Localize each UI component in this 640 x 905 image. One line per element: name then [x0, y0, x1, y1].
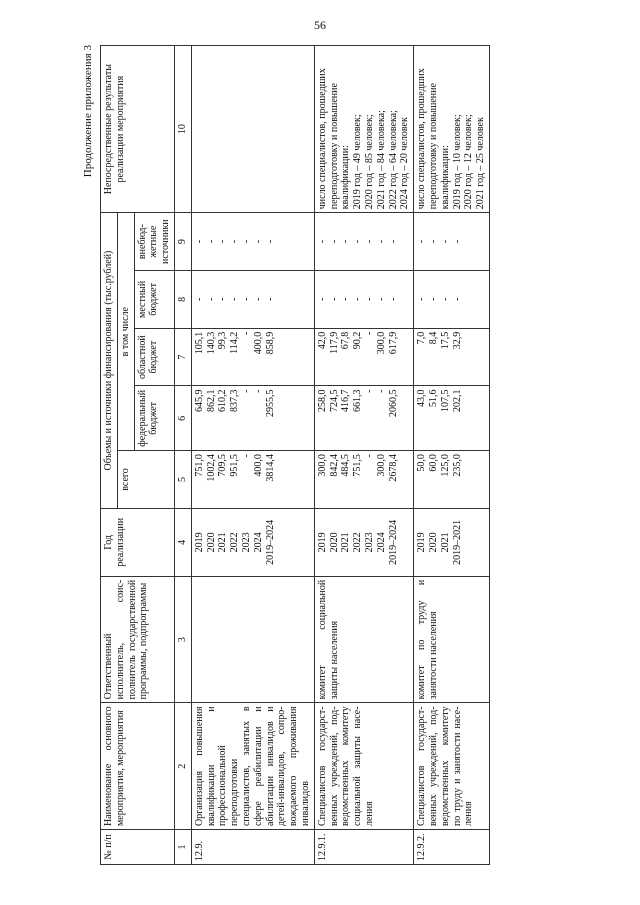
federal-cell-value: - — [252, 389, 264, 393]
continuation-note: Продолжение приложения 3 — [82, 45, 94, 178]
year-cell-value: 2019 — [416, 532, 428, 553]
total-cell-value: 50,0 — [416, 454, 428, 472]
offbudget-cell — [191, 213, 314, 271]
local-cell-value: - — [439, 297, 451, 302]
local-cell-value: - — [217, 297, 229, 302]
activity-name: Специалистов государственных учреждений, подведомственных комитету по труду и занятости населения — [414, 703, 490, 830]
local-cell-value: - — [240, 297, 252, 302]
regional-cell-value: 400,0 — [252, 331, 264, 355]
offbudget-cell-value: - — [340, 239, 352, 244]
total-cell-value: - — [363, 454, 375, 458]
table-region — [0, 35, 640, 865]
federal-cell-value: 258,0 — [316, 389, 328, 412]
header-offbudget: внебюджетные источники — [134, 213, 174, 271]
regional-cell-value: 117,9 — [328, 331, 340, 354]
page-number: 56 — [314, 18, 326, 32]
column-number: 3 — [174, 576, 191, 703]
total-cell-value: 400,0 — [252, 454, 264, 477]
offbudget-cell-value: - — [193, 239, 205, 244]
total-cell-value: - — [240, 454, 252, 458]
federal-cell — [191, 386, 314, 451]
column-number: 9 — [174, 213, 191, 271]
year-cell-value: 2021 — [340, 532, 352, 553]
year-cell-value: 2019–2021 — [451, 519, 463, 565]
local-cell-value: - — [416, 297, 428, 302]
local-cell-value: - — [451, 297, 463, 302]
year-cell-value: 2020 — [328, 532, 340, 553]
activity-name: Организация повышения квалификации и профессиональной переподготовки специалистов, занятых в сфере реабилитации и абилитации инвалидов и детей-инвалидов, сопровождаемого проживания инвалидов — [191, 703, 314, 830]
local-cell-value: - — [375, 297, 387, 302]
local-cell — [191, 271, 314, 329]
total-cell-value: 3814,4 — [264, 454, 276, 482]
regional-cell-value: 90,2 — [352, 331, 364, 350]
row-number: 12.9.1. — [314, 830, 413, 865]
local-cell — [414, 271, 490, 329]
column-number: 1 — [174, 830, 191, 865]
row-number: 12.9.2. — [414, 830, 490, 865]
local-cell — [314, 271, 413, 329]
federal-cell-value: 202,1 — [451, 389, 463, 412]
table-body — [191, 46, 489, 865]
offbudget-cell-value: - — [363, 239, 375, 244]
year-cell-value: 2020 — [427, 532, 439, 553]
year-cell-value: 2019 — [316, 532, 328, 553]
header-responsible: Ответственный исполнитель, соисполнитель государственной программы, подпрограммы — [101, 576, 175, 703]
local-cell-value: - — [205, 297, 217, 302]
federal-cell-value: 724,5 — [328, 389, 340, 412]
regional-cell-value: 8,4 — [427, 331, 439, 345]
local-cell-value: - — [229, 297, 241, 302]
financing-table — [100, 45, 490, 865]
total-cell-value: 842,4 — [328, 454, 340, 477]
federal-cell-value: - — [375, 389, 387, 393]
offbudget-cell-value: - — [451, 239, 463, 244]
regional-cell-value: 67,8 — [340, 331, 352, 350]
year-cell-value: 2019–2024 — [387, 519, 399, 565]
local-cell-value: - — [427, 297, 439, 302]
header-local: местный бюджет — [134, 271, 174, 329]
local-cell-value: - — [387, 297, 399, 302]
federal-cell-value: 837,3 — [229, 389, 241, 412]
regional-cell-value: 140,3 — [205, 331, 217, 355]
total-cell-value: 951,5 — [229, 454, 241, 477]
regional-cell-value: 17,5 — [439, 331, 451, 350]
total-cell-value: 484,5 — [340, 454, 352, 477]
regional-cell — [314, 328, 413, 386]
total-cell-value: 751,5 — [352, 454, 364, 477]
federal-cell — [414, 386, 490, 451]
results-cell — [414, 46, 490, 213]
federal-cell-value: - — [240, 389, 252, 393]
federal-cell-value: 43,0 — [416, 389, 428, 407]
year-cell — [414, 508, 490, 576]
column-number: 5 — [174, 451, 191, 509]
local-cell-value: - — [352, 297, 364, 302]
header-year: Год реализации — [101, 508, 175, 576]
local-cell-value: - — [316, 297, 328, 302]
column-number: 10 — [174, 46, 191, 213]
offbudget-cell-value: - — [352, 239, 364, 244]
responsible-executor — [191, 576, 314, 703]
year-cell — [314, 508, 413, 576]
result-line: 2020 год – 12 человек; — [463, 114, 475, 210]
column-number: 7 — [174, 328, 191, 386]
regional-cell — [191, 328, 314, 386]
year-cell-value: 2021 — [217, 532, 229, 553]
local-cell-value: - — [363, 297, 375, 302]
responsible-executor: комитет по труду и занятости населения — [414, 576, 490, 703]
column-number: 6 — [174, 386, 191, 451]
regional-cell-value: 42,0 — [316, 331, 328, 350]
offbudget-cell-value: - — [229, 239, 241, 244]
federal-cell-value: 2060,5 — [387, 389, 399, 417]
regional-cell-value: 7,0 — [416, 331, 428, 345]
total-cell — [314, 451, 413, 509]
federal-cell-value: 862,1 — [205, 389, 217, 412]
row-number: 12.9. — [191, 830, 314, 865]
total-cell-value: 2678,4 — [387, 454, 399, 482]
regional-cell-value: - — [240, 331, 252, 336]
year-cell-value: 2019–2024 — [264, 519, 276, 565]
offbudget-cell-value: - — [375, 239, 387, 244]
federal-cell-value: 661,3 — [352, 389, 364, 412]
federal-cell-value: - — [363, 389, 375, 393]
regional-cell-value: 99,3 — [217, 331, 229, 350]
offbudget-cell-value: - — [252, 239, 264, 244]
table-row — [191, 46, 314, 865]
local-cell-value: - — [264, 297, 276, 302]
year-cell-value: 2023 — [240, 532, 252, 553]
header-federal: федеральный бюджет — [134, 386, 174, 451]
result-line: 2019 год – 49 человек; — [352, 114, 364, 210]
regional-cell — [414, 328, 490, 386]
total-cell-value: 60,0 — [427, 454, 439, 472]
regional-cell-value: 114,2 — [229, 331, 241, 354]
result-line: 2024 год – 20 человек — [399, 117, 411, 210]
regional-cell-value: - — [363, 331, 375, 336]
total-cell-value: 300,0 — [375, 454, 387, 477]
header-number: № п/п — [101, 830, 175, 865]
column-number: 2 — [174, 703, 191, 830]
offbudget-cell-value: - — [439, 239, 451, 244]
year-cell-value: 2019 — [193, 532, 205, 553]
offbudget-cell-value: - — [328, 239, 340, 244]
offbudget-cell-value: - — [240, 239, 252, 244]
result-line: 2021 год – 25 человек — [475, 117, 487, 210]
column-number: 8 — [174, 271, 191, 329]
federal-cell-value: 107,5 — [439, 389, 451, 412]
offbudget-cell-value: - — [416, 239, 428, 244]
year-cell — [191, 508, 314, 576]
column-numbers-row — [174, 46, 191, 865]
year-cell-value: 2024 — [375, 532, 387, 553]
total-cell-value: 125,0 — [439, 454, 451, 477]
offbudget-cell — [314, 213, 413, 271]
year-cell-value: 2020 — [205, 532, 217, 553]
result-line: число специалистов, прошедших переподготовку и повышение квалификации: — [316, 68, 352, 210]
result-line: 2019 год – 10 человек; — [451, 114, 463, 210]
year-cell-value: 2021 — [439, 532, 451, 553]
header-regional: областной бюджет — [134, 328, 174, 386]
total-cell-value: 709,5 — [217, 454, 229, 477]
local-cell-value: - — [340, 297, 352, 302]
federal-cell-value: 51,6 — [427, 389, 439, 407]
local-cell-value: - — [252, 297, 264, 302]
result-line: число специалистов, прошедших переподготовку и повышение квалификации: — [416, 68, 451, 210]
offbudget-cell-value: - — [387, 239, 399, 244]
local-cell-value: - — [328, 297, 340, 302]
year-cell-value: 2022 — [229, 532, 241, 553]
header-activity-name: Наименование основного мероприятия, мероприятия — [101, 703, 175, 830]
offbudget-cell-value: - — [217, 239, 229, 244]
table-row — [314, 46, 413, 865]
offbudget-cell-value: - — [316, 239, 328, 244]
offbudget-cell-value: - — [427, 239, 439, 244]
offbudget-cell-value: - — [205, 239, 217, 244]
header-financing: Объемы и источники финансирования (тыс.рублей) — [101, 213, 118, 509]
header-including: в том числе — [117, 213, 134, 451]
header-total: всего — [117, 451, 174, 509]
offbudget-cell — [414, 213, 490, 271]
total-cell — [191, 451, 314, 509]
result-line: 2022 год – 64 человека; — [387, 110, 399, 210]
offbudget-cell-value: - — [264, 239, 276, 244]
federal-cell-value: 610,2 — [217, 389, 229, 412]
result-line: 2021 год – 84 человека; — [375, 110, 387, 210]
total-cell-value: 235,0 — [451, 454, 463, 477]
header-row-1 — [101, 46, 118, 865]
results-cell — [191, 46, 314, 213]
local-cell-value: - — [193, 297, 205, 302]
result-line: 2020 год – 85 человек; — [363, 114, 375, 210]
activity-name: Специалистов государственных учреждений, подведомственных комитету социальной защиты населения — [314, 703, 413, 830]
responsible-executor: комитет социальной защиты населения — [314, 576, 413, 703]
regional-cell-value: 32,9 — [451, 331, 463, 350]
total-cell-value: 1002,4 — [205, 454, 217, 482]
regional-cell-value: 858,9 — [264, 331, 276, 355]
federal-cell-value: 2955,5 — [264, 389, 276, 417]
column-number: 4 — [174, 508, 191, 576]
federal-cell — [314, 386, 413, 451]
regional-cell-value: 617,9 — [387, 331, 399, 355]
results-cell — [314, 46, 413, 213]
regional-cell-value: 105,1 — [193, 331, 205, 355]
total-cell-value: 300,0 — [316, 454, 328, 477]
year-cell-value: 2022 — [352, 532, 364, 553]
federal-cell-value: 645,9 — [193, 389, 205, 412]
year-cell-value: 2023 — [363, 532, 375, 553]
total-cell-value: 751,0 — [193, 454, 205, 477]
year-cell-value: 2024 — [252, 532, 264, 553]
federal-cell-value: 416,7 — [340, 389, 352, 412]
total-cell — [414, 451, 490, 509]
regional-cell-value: 300,0 — [375, 331, 387, 355]
table-row — [414, 46, 490, 865]
header-results: Непосредственные результаты реализации мероприятия — [101, 46, 175, 213]
